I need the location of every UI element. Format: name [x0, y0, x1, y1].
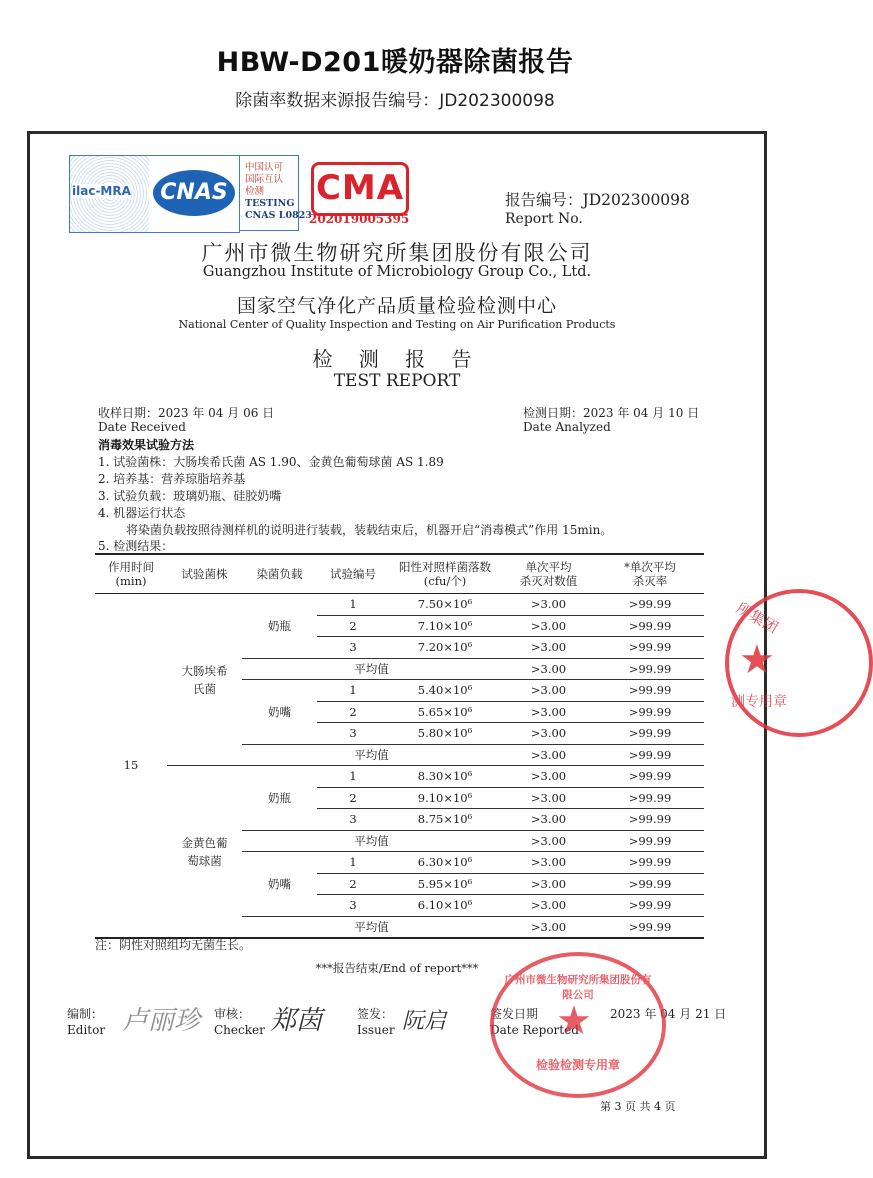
- col-header-kill-rate: *单次平均 杀灭率: [596, 554, 704, 594]
- log-reduction-cell: >3.00: [501, 680, 596, 702]
- positive-control-cell: 6.10×10⁶: [389, 895, 501, 917]
- red-stamp-right: 所集团 ★ 测专用章: [725, 589, 873, 737]
- kill-rate-cell: >99.99: [596, 809, 704, 831]
- log-reduction-cell: >3.00: [501, 615, 596, 637]
- page-number: 第 3 页 共 4 页: [600, 1100, 676, 1113]
- end-of-report: ***报告结束/End of report***: [315, 961, 479, 975]
- kill-rate-cell: >99.99: [596, 680, 704, 702]
- results-table: [95, 553, 704, 939]
- log-reduction-cell: >3.00: [501, 895, 596, 917]
- date-analyzed-en: Date Analyzed: [523, 420, 611, 434]
- test-no-cell: 2: [317, 615, 389, 637]
- average-label-cell: 平均值: [242, 916, 501, 938]
- checker-signature: 郑茵: [270, 1006, 323, 1036]
- issuer-signature: 阮启: [402, 1009, 447, 1034]
- test-no-cell: 3: [317, 809, 389, 831]
- test-no-cell: 3: [317, 637, 389, 659]
- log-reduction-cell: >3.00: [501, 766, 596, 788]
- issuer-label: 签发： Issuer: [357, 1007, 395, 1037]
- average-label-cell: 平均值: [242, 744, 501, 766]
- method-item: 5. 检测结果：: [98, 539, 174, 553]
- load-cell: 奶嘴: [242, 680, 317, 745]
- positive-control-cell: 5.40×10⁶: [389, 680, 501, 702]
- col-header-time: 作用时间 (min): [95, 554, 167, 594]
- org-name-cn: 广州市微生物研究所集团股份有限公司: [201, 241, 593, 265]
- col-header-strain: 试验菌株: [167, 554, 242, 594]
- kill-rate-cell: >99.99: [596, 852, 704, 874]
- positive-control-cell: 5.95×10⁶: [389, 873, 501, 895]
- kill-rate-cell: >99.99: [596, 830, 704, 852]
- cma-logo: CMA: [311, 162, 409, 216]
- log-reduction-cell: >3.00: [501, 744, 596, 766]
- report-number-en: Report No.: [505, 211, 583, 227]
- method-item: 将染菌负载按照待测样机的说明进行装载，装载结束后，机器开启“消毒模式”作用 15min。: [126, 523, 613, 537]
- stamp-star-icon: ★: [739, 637, 775, 683]
- kill-rate-cell: >99.99: [596, 766, 704, 788]
- kill-rate-cell: >99.99: [596, 615, 704, 637]
- page-subtitle: 除菌率数据来源报告编号：JD202300098: [235, 91, 555, 111]
- checker-label: 审核： Checker: [214, 1007, 265, 1037]
- strain-cell: 大肠埃希 氏菌: [167, 594, 242, 766]
- test-no-cell: 3: [317, 895, 389, 917]
- editor-label: 编制： Editor: [67, 1007, 106, 1037]
- average-label-cell: 平均值: [242, 830, 501, 852]
- kill-rate-cell: >99.99: [596, 916, 704, 938]
- stamp-star-icon: ★: [556, 998, 592, 1044]
- cma-number: 202019005395: [309, 212, 410, 226]
- strain-cell: 金黄色葡 萄球菌: [181, 835, 228, 868]
- report-number: 报告编号：JD202300098: [505, 191, 690, 209]
- method-item: 3. 试验负载：玻璃奶瓶、硅胶奶嘴: [98, 489, 282, 503]
- log-reduction-cell: >3.00: [501, 787, 596, 809]
- average-label-cell: 平均值: [242, 658, 501, 680]
- log-reduction-cell: >3.00: [501, 852, 596, 874]
- date-received-en: Date Received: [98, 420, 186, 434]
- center-name-en: National Center of Quality Inspection and Testing on Air Purification Products: [178, 318, 616, 331]
- editor-signature: 卢丽珍: [122, 1006, 201, 1036]
- red-seal-stamp: 广州市微生物研究所集团股份有限公司 ★ 检验检测专用章: [490, 952, 666, 1098]
- report-document: [27, 131, 787, 1159]
- table-header-row: [95, 554, 704, 594]
- test-no-cell: 1: [317, 680, 389, 702]
- load-cell: 奶瓶: [242, 594, 317, 659]
- date-received: 收样日期：2023 年 04 月 06 日: [98, 406, 275, 420]
- col-header-load: 染菌负载: [242, 554, 317, 594]
- positive-control-cell: 8.30×10⁶: [389, 766, 501, 788]
- kill-rate-cell: >99.99: [596, 873, 704, 895]
- test-no-cell: 2: [317, 701, 389, 723]
- table-row: [95, 766, 704, 788]
- method-item: 4. 机器运行状态: [98, 506, 186, 520]
- kill-rate-cell: >99.99: [596, 723, 704, 745]
- col-header-log-reduction: 单次平均 杀灭对数值: [501, 554, 596, 594]
- page-title: HBW-D201暖奶器除菌报告: [216, 47, 574, 78]
- kill-rate-cell: >99.99: [596, 594, 704, 616]
- positive-control-cell: 8.75×10⁶: [389, 809, 501, 831]
- test-no-cell: 1: [317, 852, 389, 874]
- positive-control-cell: 7.50×10⁶: [389, 594, 501, 616]
- time-cell: 15: [123, 758, 139, 773]
- method-heading: 消毒效果试验方法: [98, 438, 195, 452]
- ilac-mra-logo: ilac-MRA: [69, 155, 151, 233]
- log-reduction-cell: >3.00: [501, 873, 596, 895]
- kill-rate-cell: >99.99: [596, 637, 704, 659]
- org-name-en: Guangzhou Institute of Microbiology Group Co., Ltd.: [202, 264, 592, 280]
- test-no-cell: 1: [317, 766, 389, 788]
- test-no-cell: 2: [317, 873, 389, 895]
- report-title-cn: 检 测 报 告: [312, 347, 482, 371]
- test-no-cell: 3: [317, 723, 389, 745]
- positive-control-cell: 7.20×10⁶: [389, 637, 501, 659]
- table-note: 注：阴性对照组均无菌生长。: [95, 938, 252, 952]
- table-row: [95, 594, 704, 616]
- load-cell: 奶瓶: [242, 766, 317, 831]
- method-item: 2. 培养基：营养琼脂培养基: [98, 472, 246, 486]
- load-cell: 奶嘴: [242, 852, 317, 917]
- test-no-cell: 1: [317, 594, 389, 616]
- positive-control-cell: 7.10×10⁶: [389, 615, 501, 637]
- center-name-cn: 国家空气净化产品质量检验检测中心: [236, 295, 557, 317]
- log-reduction-cell: >3.00: [501, 916, 596, 938]
- log-reduction-cell: >3.00: [501, 723, 596, 745]
- kill-rate-cell: >99.99: [596, 744, 704, 766]
- test-no-cell: 2: [317, 787, 389, 809]
- log-reduction-cell: >3.00: [501, 830, 596, 852]
- log-reduction-cell: >3.00: [501, 701, 596, 723]
- log-reduction-cell: >3.00: [501, 658, 596, 680]
- cnas-accreditation-text: 中国认可 国际互认 检测 TESTING CNAS L0823: [239, 155, 299, 231]
- kill-rate-cell: >99.99: [596, 658, 704, 680]
- positive-control-cell: 5.65×10⁶: [389, 701, 501, 723]
- kill-rate-cell: >99.99: [596, 895, 704, 917]
- date-reported-label: 签发日期 Date Reported: [490, 1007, 579, 1037]
- cnas-logo: CNAS: [149, 155, 240, 233]
- kill-rate-cell: >99.99: [596, 701, 704, 723]
- positive-control-cell: 5.80×10⁶: [389, 723, 501, 745]
- log-reduction-cell: >3.00: [501, 809, 596, 831]
- log-reduction-cell: >3.00: [501, 594, 596, 616]
- report-title-en: TEST REPORT: [333, 371, 461, 391]
- date-reported-value: 2023 年 04 月 21 日: [610, 1007, 727, 1021]
- method-item: 1. 试验菌株：大肠埃希氏菌 AS 1.90、金黄色葡萄球菌 AS 1.89: [98, 455, 444, 469]
- positive-control-cell: 6.30×10⁶: [389, 852, 501, 874]
- col-header-positive-control: 阳性对照样菌落数 (cfu/个): [389, 554, 501, 594]
- date-analyzed: 检测日期：2023 年 04 月 10 日: [523, 406, 700, 420]
- col-header-test-no: 试验编号: [317, 554, 389, 594]
- positive-control-cell: 9.10×10⁶: [389, 787, 501, 809]
- kill-rate-cell: >99.99: [596, 787, 704, 809]
- log-reduction-cell: >3.00: [501, 637, 596, 659]
